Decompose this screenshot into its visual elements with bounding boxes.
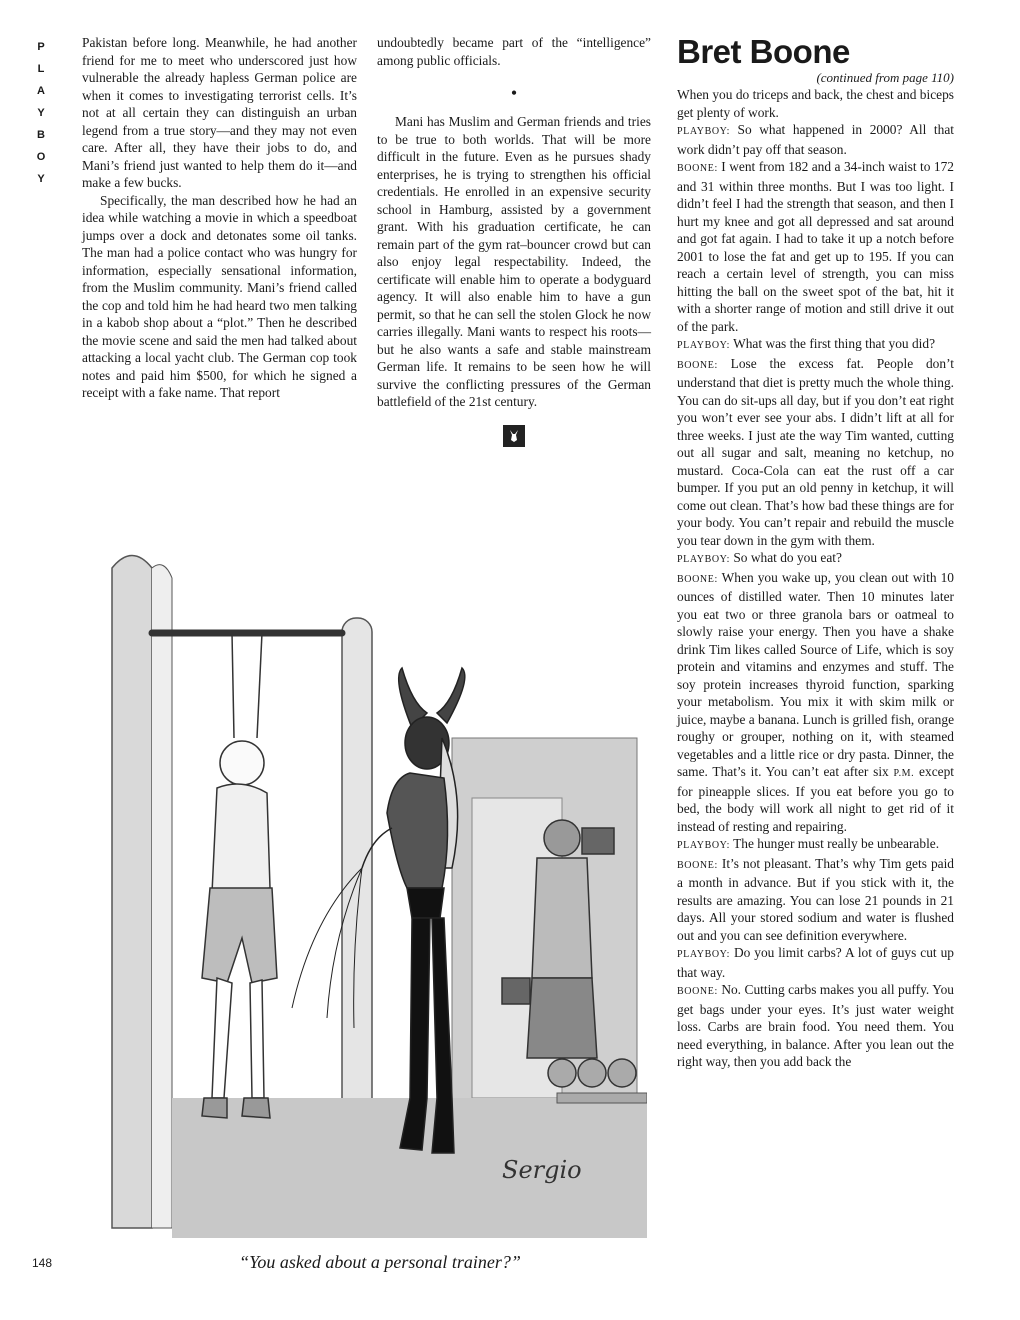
paragraph: undoubtedly became part of the “intelligence” among public officials. <box>377 35 651 68</box>
article-column-1 <box>82 34 357 402</box>
paragraph: Mani has Muslim and German friends and tries to be true to both worlds. That will be more difficult in the future. Even as he pursues shady enterprises, he is trying to strengthen his official credentials. He enrolled in an expensive security school in Hamburg, assisted by a government grant. With his graduation certificate, he can remain part of the gym rat–bouncer crowd but can also enjoy legal respectability. Indeed, the certificate will enable him to operate a bodyguard agency. It will also enable him to have a gun permit, so that he can sell the stolen Glock he now carries illegally. Mani wants to respect his roots—but he also wants a safe and stable mainstream German life. It remains to be seen how he will survive the conflicting pressures of the German battlefield of the 21st century. <box>377 114 651 409</box>
interview-answer: BOONE: When you wake up, you clean out with 10 ounces of distilled water. Then 10 minutes later you eat two or three granola bars or oatmeal to slowly raise your energy. Then you have a shake drink Tim likes called Source of Life, which is soy protein and vitamins and enzymes and stuff. The soy protein increases thyroid function, sparking your metabolism. You mix it with skim milk or juice, maybe a banana. Lunch is grilled fish, orange roughy or grouper, nothing on it, with steamed vegetables and a little rice or dry pasta. Dinner, the same. That’s it. You can’t eat after six P.M. except for pineapple slices. If you eat before you go to bed, the body will work all night to get rid of it instead of resting and repairing. <box>677 569 955 834</box>
interview-question: PLAYBOY: The hunger must really be unbearable. <box>677 836 940 851</box>
interview-answer: BOONE: I went from 182 and a 34-inch waist to 172 and 31 within three months. But I was too light. I didn’t feel I had the strength that season, and then I hurt my knee and got all depressed and sat around and got fat again. I had to take it up a notch before 2001 to lose the fat and get up to 195. If you can reach a certain level of strength, you can miss hitting the ball on the sweet spot of the bat, hit it with a shorter range of motion and still drive it out of the park. <box>677 159 954 334</box>
article-column-3 <box>677 34 954 1071</box>
end-mark-bunny-icon <box>503 425 525 447</box>
side-mark-letter: Y <box>37 107 45 119</box>
article-headline: Bret Boone <box>677 33 850 70</box>
speaker-label: PLAYBOY: <box>677 340 730 351</box>
speaker-label: BOONE: <box>677 163 718 174</box>
interview-answer: BOONE: Lose the excess fat. People don’t understand that diet is pretty much the whole thing. You can do sit-ups all day, but if you don’t eat right you won’t ever see your abs. I didn’t lift at all for three weeks. I just ate the way Tim wanted, cutting out all sugar and salt, meaning no ketchup, no mustard. Coca-Cola can eat the rust off a car bumper. If you put an old penny in ketchup, it will come out clean. That’s how bad these things are for your body. You can’t repair and rebuild the muscle you tear down in the gym with them. <box>677 355 955 548</box>
continued-note: (continued from page 110) <box>816 70 954 85</box>
speaker-label: BOONE: <box>677 986 718 997</box>
interview-answer: BOONE: No. Cutting carbs makes you all puffy. You get bags under your eyes. It’s just water weight loss. Carbs are brain food. You need them. You need everything, in balance. After you lean out the right way, then you add back the <box>677 982 954 1069</box>
speaker-label: PLAYBOY: <box>677 840 730 851</box>
artist-signature: Sergio <box>502 1156 582 1184</box>
side-mark-letter: Y <box>37 173 45 185</box>
speaker-label: BOONE: <box>677 359 718 371</box>
magazine-side-mark <box>26 36 56 190</box>
interview-question: PLAYBOY: So what happened in 2000? All that work didn’t pay off that season. <box>677 122 954 157</box>
speaker-label: PLAYBOY: <box>677 554 730 565</box>
paragraph: When you do triceps and back, the chest and biceps get plenty of work. <box>677 87 954 120</box>
side-mark-letter: B <box>37 129 45 141</box>
side-mark-letter: L <box>37 63 45 75</box>
paragraph: Specifically, the man described how he had an idea while watching a movie in which a speedboat jumps over a dock and detonates some oil tanks. The man had a police contact who was hungry for information, especially sensational information, from the Muslim community. Mani’s friend called the cop and told him he had heard two men talking in a kabob shop about a “plot.” Then he described the movie scene and said the men had talked about attacking a local yacht club. The German cop took notes and paid him $500, for which he signed a receipt with a fake name. That report <box>82 192 357 400</box>
interview-question: PLAYBOY: So what do you eat? <box>677 550 842 565</box>
side-mark-letter: O <box>36 151 46 163</box>
speaker-label: BOONE: <box>677 573 718 585</box>
cartoon-caption: “You asked about a personal trainer?” <box>239 1252 521 1272</box>
side-mark-letter: P <box>37 41 45 53</box>
side-mark-letter: A <box>37 85 45 97</box>
section-separator: • <box>510 83 518 103</box>
interview-question: PLAYBOY: What was the first thing that you did? <box>677 336 936 351</box>
interview-answer: BOONE: It’s not pleasant. That’s why Tim gets paid a month in advance. But if you stick with it, the results are amazing. You can lose 21 pounds in 21 days. All your stored sodium and water is flushed out and you can see definition everywhere. <box>677 855 954 943</box>
speaker-label: BOONE: <box>677 859 718 871</box>
speaker-label: PLAYBOY: <box>677 949 730 960</box>
speaker-label: PLAYBOY: <box>677 126 730 137</box>
article-column-2 <box>377 34 651 447</box>
gym-cartoon-illustration <box>92 538 647 1238</box>
page-number: 148 <box>32 1256 53 1270</box>
interview-question: PLAYBOY: Do you limit carbs? A lot of guys cut up that way. <box>677 945 954 980</box>
paragraph: Pakistan before long. Meanwhile, he had another friend for me to meet who underscored just how vulnerable the already hapless German police are when it comes to investigating terrorist cells. It’s not at all certain they can distinguish an urban legend from a true story—and they may not even care. After all, they have their jobs to do, and Mani’s friend just wanted to help them do it—and make a few bucks. <box>82 35 357 190</box>
